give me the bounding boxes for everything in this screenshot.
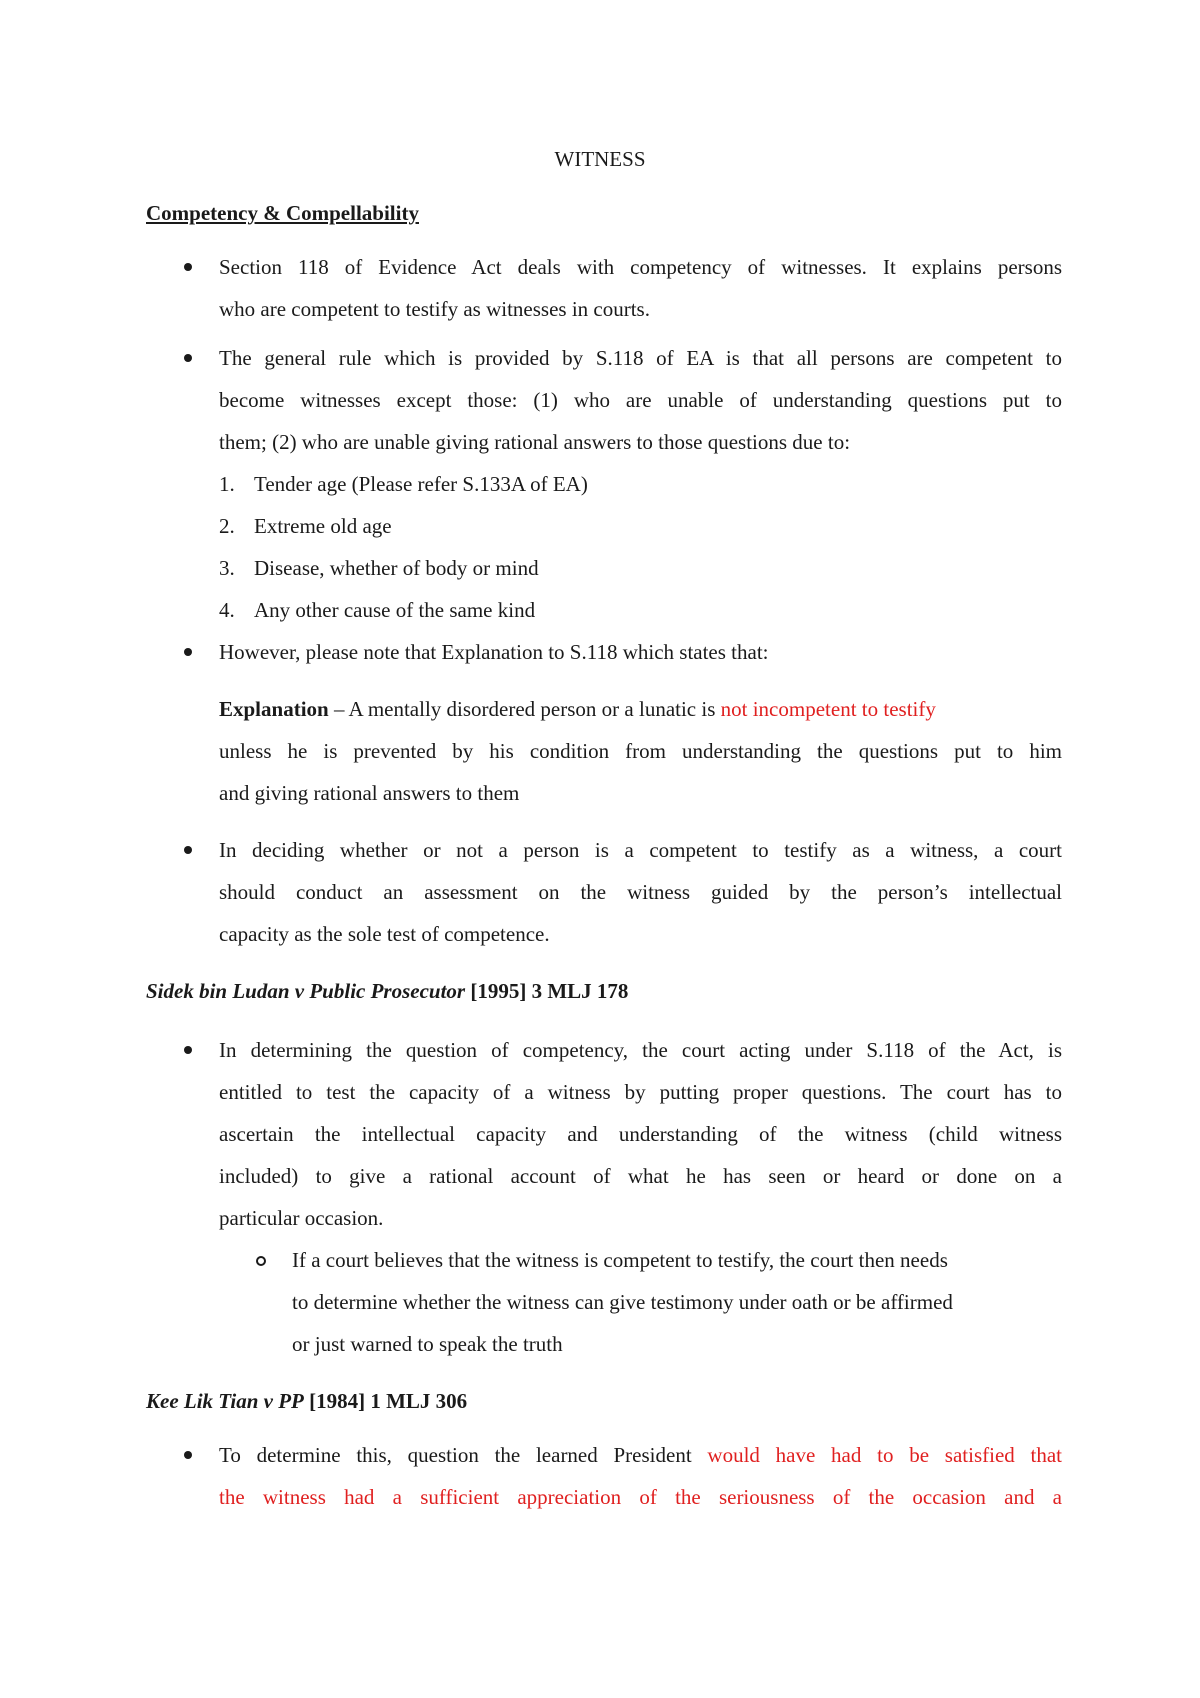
bullet-icon xyxy=(184,1451,192,1459)
bullet5-line1: In determining the question of competency, the court acting under S.118 of the Act, is xyxy=(219,1038,1062,1062)
list-number: 3. xyxy=(219,556,235,580)
bullet6-line2: the witness had a sufficient appreciation of the seriousness of the occasion and a xyxy=(219,1485,1062,1509)
case-heading xyxy=(146,1391,467,1412)
explanation-text: – A mentally disordered person or a lunatic is xyxy=(328,697,721,721)
bullet5-line4: included) to give a rational account of what he has seen or heard or done on a xyxy=(219,1164,1062,1188)
explanation-line3: and giving rational answers to them xyxy=(219,781,520,805)
explanation-line1 xyxy=(219,699,936,720)
bullet6-plain: To determine this, question the learned President xyxy=(219,1443,708,1467)
list-number: 2. xyxy=(219,514,235,538)
subbullet-line3: or just warned to speak the truth xyxy=(292,1332,563,1356)
circle-bullet-icon xyxy=(256,1256,266,1266)
bullet6-highlight: would have had to be satisfied that xyxy=(707,1443,1062,1467)
bullet-icon xyxy=(184,846,192,854)
bullet4-line1: In deciding whether or not a person is a competent to testify as a witness, a court xyxy=(219,838,1062,862)
section-heading: Competency & Compellability xyxy=(146,201,419,225)
list-item: Tender age (Please refer S.133A of EA) xyxy=(254,472,588,496)
case-name: Sidek bin Ludan v Public Prosecutor xyxy=(146,979,466,1003)
case-name: Kee Lik Tian v PP xyxy=(146,1389,304,1413)
bullet2-line1: The general rule which is provided by S.118 of EA is that all persons are competent to xyxy=(219,346,1062,370)
list-number: 4. xyxy=(219,598,235,622)
bullet1-line1: Section 118 of Evidence Act deals with competency of witnesses. It explains persons xyxy=(219,255,1062,279)
case-citation: [1984] 1 MLJ 306 xyxy=(303,1389,468,1413)
bullet6-line1 xyxy=(219,1445,1062,1466)
bullet-icon xyxy=(184,648,192,656)
list-item: Any other cause of the same kind xyxy=(254,598,536,622)
bullet2-line3: them; (2) who are unable giving rational answers to those questions due to: xyxy=(219,430,851,454)
bullet-icon xyxy=(184,263,192,271)
explanation-label: Explanation xyxy=(219,697,329,721)
list-item: Disease, whether of body or mind xyxy=(254,556,539,580)
bullet2-line2: become witnesses except those: (1) who are unable of understanding questions put to xyxy=(219,388,1062,412)
bullet5-line3: ascertain the intellectual capacity and understanding of the witness (child witness xyxy=(219,1122,1062,1146)
case-citation: [1995] 3 MLJ 178 xyxy=(465,979,629,1003)
bullet1-line2: who are competent to testify as witnesses in courts. xyxy=(219,297,650,321)
list-number: 1. xyxy=(219,472,235,496)
bullet5-line2: entitled to test the capacity of a witness by putting proper questions. The court has to xyxy=(219,1080,1062,1104)
document-title: WITNESS xyxy=(554,147,646,171)
bullet4-line3: capacity as the sole test of competence. xyxy=(219,922,550,946)
list-item: Extreme old age xyxy=(254,514,392,538)
bullet4-line2: should conduct an assessment on the witness guided by the person’s intellectual xyxy=(219,880,1062,904)
explanation-line2: unless he is prevented by his condition from understanding the questions put to him xyxy=(219,739,1062,763)
bullet-icon xyxy=(184,1046,192,1054)
case-heading xyxy=(146,981,628,1002)
bullet5-line5: particular occasion. xyxy=(219,1206,384,1230)
subbullet-line2: to determine whether the witness can give testimony under oath or be affirmed xyxy=(292,1290,953,1314)
subbullet-line1: If a court believes that the witness is competent to testify, the court then needs xyxy=(292,1248,948,1272)
bullet3-text: However, please note that Explanation to S.118 which states that: xyxy=(219,640,769,664)
bullet-icon xyxy=(184,354,192,362)
explanation-highlight: not incompetent to testify xyxy=(720,697,936,721)
